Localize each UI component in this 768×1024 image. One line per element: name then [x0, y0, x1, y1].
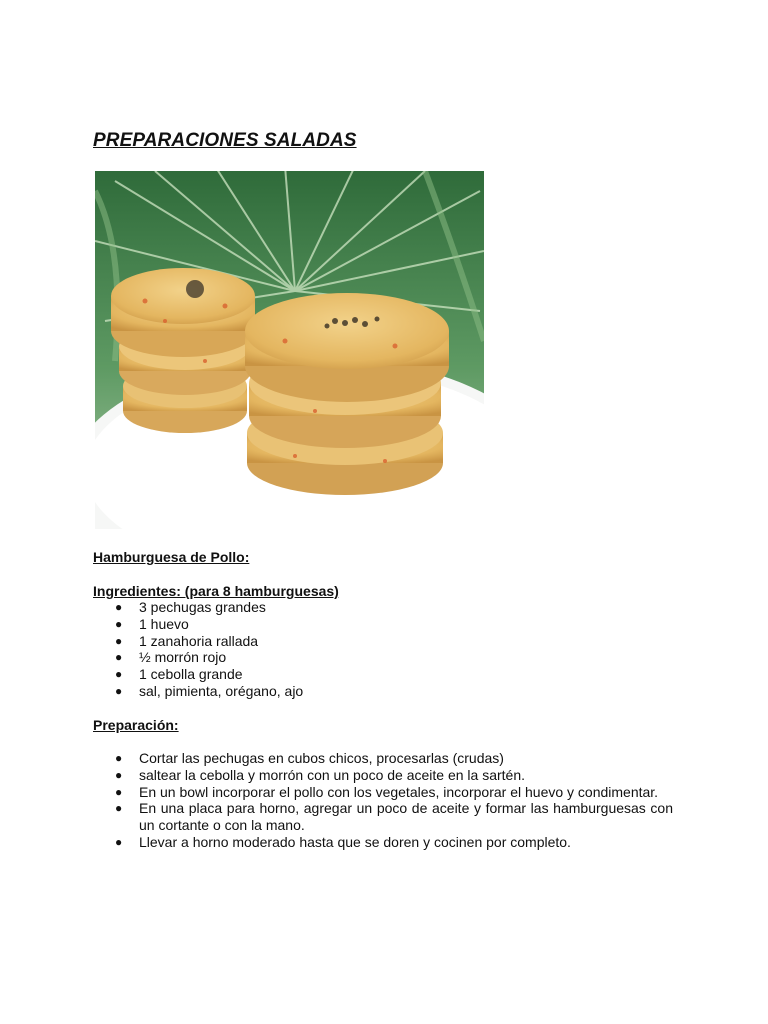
bullet-icon: ● — [115, 616, 123, 631]
step-item — [93, 750, 673, 767]
bullet-icon: ● — [115, 600, 123, 614]
step-text: En un bowl incorporar el pollo con los vegetales, incorporar el huevo y condimentar. — [139, 783, 659, 800]
preparation-heading: Preparación: — [93, 717, 179, 733]
page-title: PREPARACIONES SALADAS — [93, 130, 357, 151]
recipe-photo — [95, 171, 484, 529]
ingredient-item — [93, 666, 673, 683]
ingredient-text: 3 pechugas grandes — [139, 599, 266, 615]
ingredient-text: ½ morrón rojo — [139, 649, 227, 666]
ingredients-heading: Ingredientes: (para 8 hamburguesas) — [93, 583, 339, 599]
bullet-icon: ● — [115, 633, 123, 648]
ingredient-text: sal, pimienta, orégano, ajo — [139, 682, 304, 699]
step-item — [93, 767, 673, 784]
ingredient-item — [93, 616, 673, 633]
bullet-icon: ● — [115, 667, 123, 682]
ingredient-item — [93, 683, 673, 700]
bullet-icon: ● — [115, 683, 123, 698]
step-text: saltear la cebolla y morrón con un poco de aceite en la sartén. — [139, 766, 526, 783]
step-text: En una placa para horno, agregar un poco de aceite y formar las hamburguesas con un cortante o con la mano. — [139, 800, 673, 834]
ingredient-item — [93, 633, 673, 650]
ingredients-list — [93, 599, 673, 700]
bullet-icon: ● — [115, 767, 123, 782]
bullet-icon: ● — [115, 801, 123, 816]
bullet-icon: ● — [115, 650, 123, 665]
preparation-steps-list — [93, 750, 673, 851]
step-item — [93, 784, 673, 801]
ingredient-item — [93, 599, 673, 616]
step-item — [93, 834, 673, 851]
step-item — [93, 800, 673, 834]
step-text: Llevar a horno moderado hasta que se doren y cocinen por completo. — [139, 833, 571, 850]
ingredient-item — [93, 649, 673, 666]
bullet-icon: ● — [115, 784, 123, 799]
ingredient-text: 1 huevo — [139, 615, 189, 632]
ingredient-text: 1 cebolla grande — [139, 666, 243, 683]
ingredient-text: 1 zanahoria rallada — [139, 632, 259, 649]
step-text: Cortar las pechugas en cubos chicos, procesarlas (crudas) — [139, 750, 504, 766]
bullet-icon: ● — [115, 751, 123, 765]
bullet-icon: ● — [115, 834, 123, 849]
recipe-name: Hamburguesa de Pollo: — [93, 549, 250, 565]
